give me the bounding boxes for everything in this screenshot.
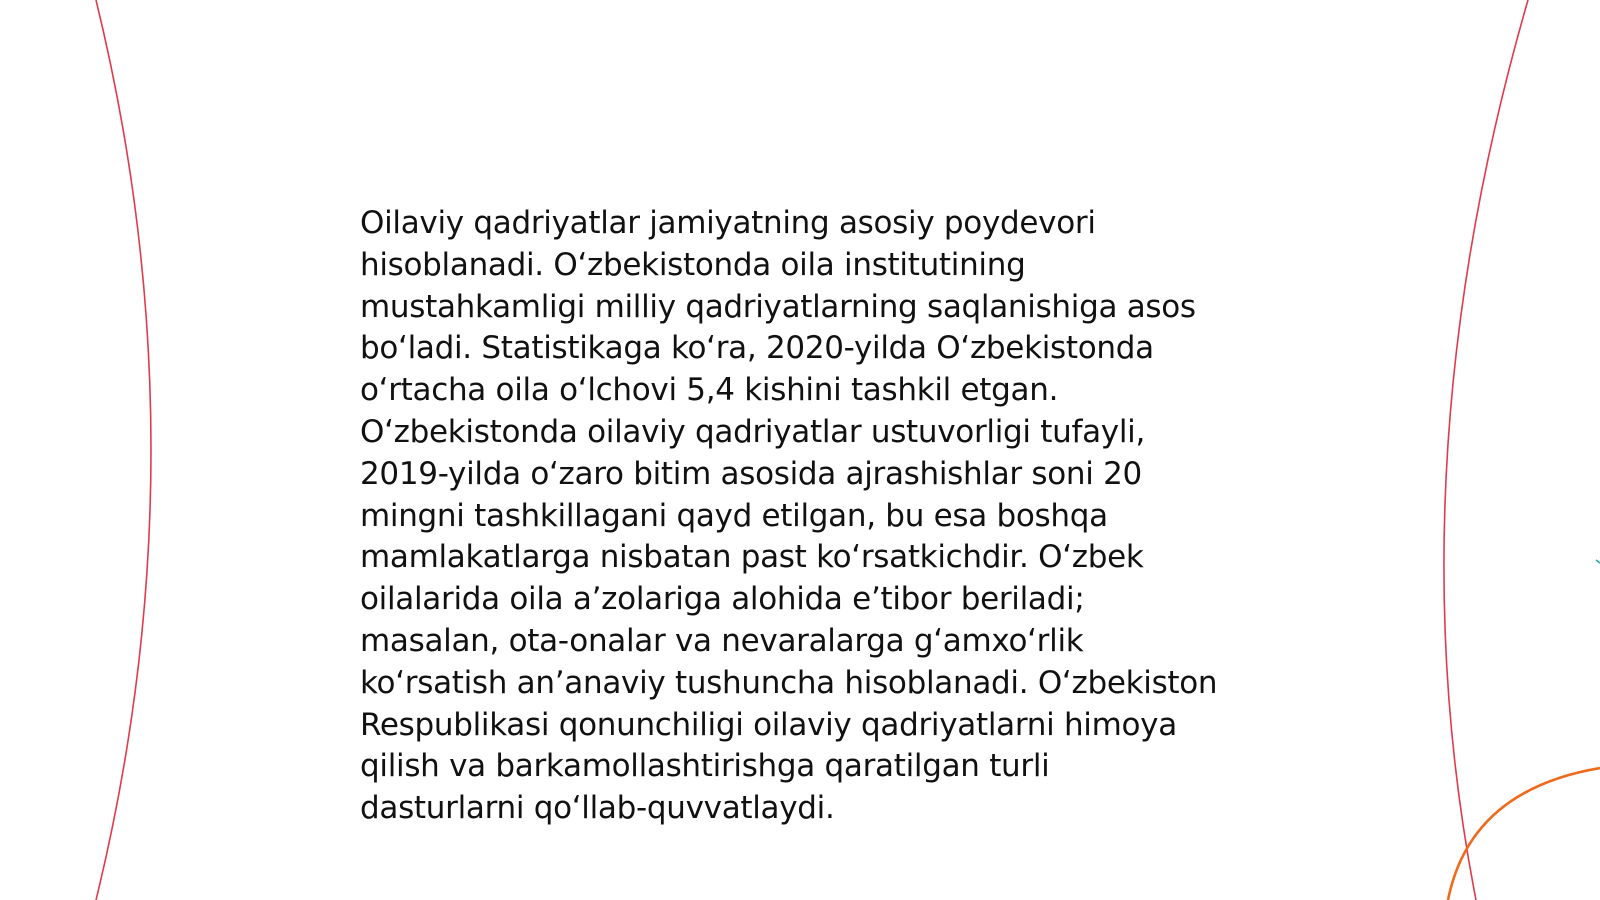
teal-accent	[1596, 560, 1600, 563]
corner-orange-arc	[1448, 768, 1600, 900]
right-arc	[1444, 0, 1528, 900]
body-paragraph: Oilaviy qadriyatlar jamiyatning asosiy poydevori hisoblanadi. O‘zbekistonda oila institutining mustahkamligi milliy qadriyatlarning saqlanishiga asos bo‘ladi. Statistikaga ko‘ra, 2020-yilda O‘zbekistonda o‘rtacha oila o‘lchovi 5,4 kishini tashkil etgan. O‘zbekistonda oilaviy qadriyatlar ustuvorligi tufayli, 2019-yilda o‘zaro bitim asosida ajrashishlar soni 20 mingni tashkillagani qayd etilgan, bu esa boshqa mamlakatlarga nisbatan past ko‘rsatkichdir. O‘zbek oilalarida oila a’zolariga alohida e’tibor beriladi; masalan, ota-onalar va nevaralarga g‘amxo‘rlik ko‘rsatish an’anaviy tushuncha hisoblanadi. O‘zbekiston Respublikasi qonunchiligi oilaviy qadriyatlarni himoya qilish va barkamollashtirishga qaratilgan turli dasturlarni qo‘llab-quvvatlaydi.	[360, 205, 1218, 827]
left-arc	[96, 0, 151, 900]
